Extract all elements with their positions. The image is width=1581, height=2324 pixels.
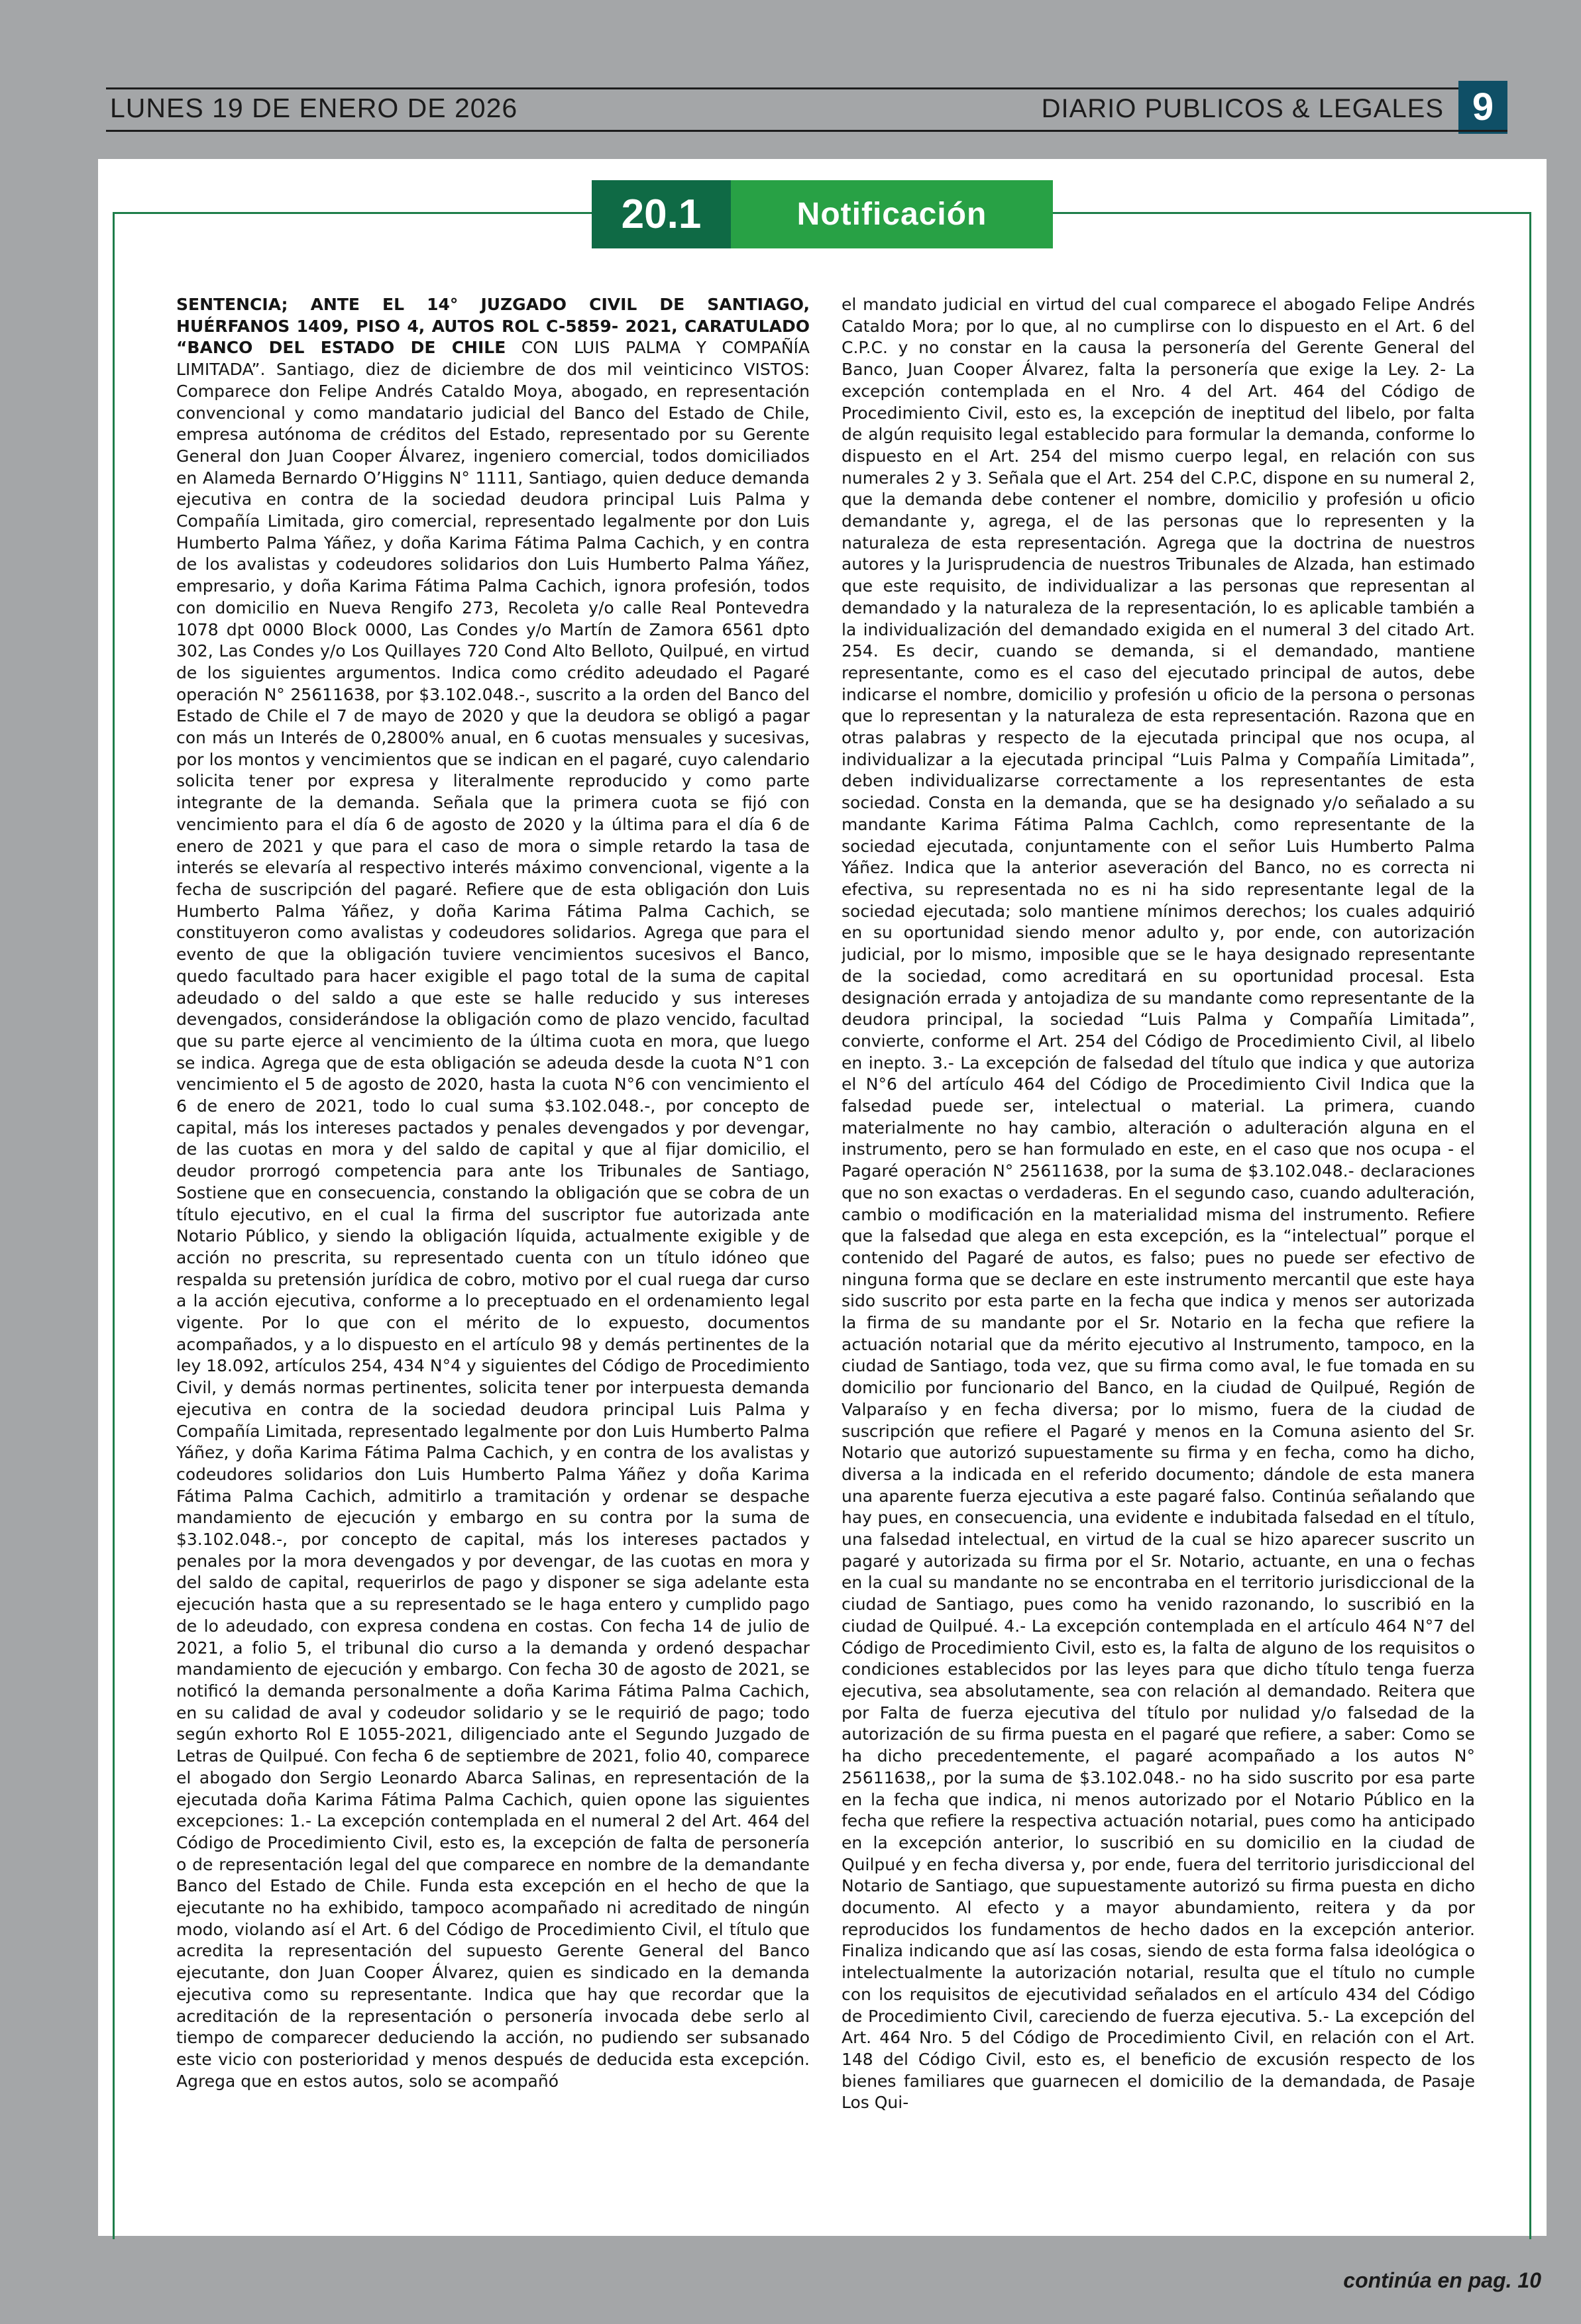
page-number: 9 [1458, 81, 1507, 134]
article-heading: SENTENCIA; ANTE EL 14° JUZGADO CIVIL DE SANTIAGO, HUÉRFANOS 1409, PISO 4, AUTOS ROL C-5859- 2021, CARATULADO “BANCO DEL ESTADO DE CHILE [176, 295, 810, 358]
section-title: Notificación [731, 180, 1053, 248]
section-number: 20.1 [592, 180, 731, 248]
article-right-text: el mandato judicial en virtud del cual comparece el abogado Felipe Andrés Cataldo Mora; por lo que, al no cumplirse con lo dispuesto en el Art. 6 del C.P.C. y no constar en la causa la personería del Gerente General del Banco, Juan Cooper Álvarez, falta la personería que exige la Ley. 2- La excepción contemplada en el Nro. 4 del Art. 464 del Código de Procedimiento Civil, esto es, la excepción de ineptitud del libelo, por falta de algún requisito legal establecido para formular la demanda, conforme lo dispuesto en el Art. 254 del mismo cuerpo legal, en relación con sus numerales 2 y 3. Señala que el Art. 254 del C.P.C, dispone en su numeral 2, que la demanda debe contener el nombre, domicilio y profesión u oficio demandante y, agrega, el de las personas que lo representen y la naturaleza de esta representación. Agrega que la doctrina de nuestros autores y la Jurisprudencia de nuestros Tribunales de Alzada, han estimado que este requisito, de individualizar a las personas que representan al demandado y la naturaleza de la representación, lo es aplicable también a la individualización del demandado exigida en el numeral 3 del citado Art. 254. Es decir, cuando se demanda, si el demandado, mantiene representante, como es el caso del ejecutado principal de autos, debe indicarse el nombre, domicilio y profesión u oficio de la persona o personas que lo representan y la naturaleza de esta representación. Razona que en otras palabras y respecto de la ejecutada principal que nos ocupa, al individualizar a la ejecutada principal “Luis Palma y Compañía Limitada”, deben individualizarse correctamente a los representantes de esta sociedad. Consta en la demanda, que se ha designado y/o señalado a su mandante Karima Fátima Palma Cachlch, como representante de la sociedad ejecutada, conjuntamente con el señor Luis Humberto Palma Yáñez. Indica que la anterior aseveración del Banco, no es correcta ni efectiva, su representada no es ni ha sido representante legal de la sociedad ejecutada; solo mantiene mínimos derechos; los cuales adquirió en su oportunidad siendo menor adulto y, por ende, con autorización judicial, por lo mismo, imposible que se le haya designado representante de la sociedad, como acreditará en su oportunidad procesal. Esta designación errada y antojadiza de su mandante como representante de la deudora principal, la sociedad “Luis Palma y Compañía Limitada”, convierte, conforme el Art. 254 del Código de Procedimiento Civil, al libelo en inepto. 3.- La excepción de falsedad del título que indica y que autoriza el N°6 del artículo 464 del Código de Procedimiento Civil Indica que la falsedad puede ser, intelectual o material. La primera, cuando materialmente no hay cambio, alteración o adulteración alguna en el instrumento, pero se han formulado en este, en el caso que nos ocupa - el Pagaré operación N° 25611638, por la suma de $3.102.048.- declaraciones que no son exactas o verdaderas. En el segundo caso, cuando adulteración, cambio o modificación en la materialidad misma del instrumento. Refiere que la falsedad que alega en esta excepción, es la “intelectual” porque el contenido del Pagaré de autos, es falso; pues no puede ser efectivo de ninguna forma que se declare en este instrumento mercantil que este haya sido suscrito por esta parte en la fecha que indica y menos ser autorizada la firma de su mandante por el Sr. Notario en la fecha que refiere la actuación notarial que da mérito ejecutivo al Instrumento, tampoco, en la ciudad de Santiago, toda vez, que su firma como aval, le fue tomada en su domicilio por funcionario del Banco, en la ciudad de Quilpué, Región de Valparaíso y en fecha diversa; por lo mismo, fuera de la ciudad de suscripción que refiere el Pagaré y menos en la Comuna asiento del Sr. Notario que autorizó supuestamente su firma y en fecha, como ha dicho, diversa a la indicada en el referido documento; dándole de esta manera una aparente fuerza ejecutiva a este pagaré falso. Continúa señalando que hay pues, en consecuencia, una evidente e indubitada falsedad en el título, una falsedad intelectual, en virtud de la cual se hizo aparecer suscrito un pagaré y autorizada su firma por el Sr. Notario, actuante, en una o fechas en la cual su mandante no se encontraba en el territorio jurisdiccional de la ciudad de Santiago, pues como ha venido razonando, lo suscribió en la ciudad de Quilpué. 4.- La excepción contemplada en el artículo 464 N°7 del Código de Procedimiento Civil, esto es, la falta de alguno de los requisitos o condiciones establecidos por las leyes para que dicho título tenga fuerza ejecutiva, sea absolutamente, sea con relación al demandado. Reitera que por Falta de fuerza ejecutiva del título por nulidad y/o falsedad de la autorización de su firma puesta en el pagaré que refiere, a saber: Como se ha dicho precedentemente, el pagaré acompañado a los autos N° 25611638,, por la suma de $3.102.048.- no ha sido suscrito por esa parte en la fecha que indica, ni menos autorizado por el Notario Público en la fecha que refiere la respectiva actuación notarial, pues como ha anticipado en la excepción anterior, lo suscribió en su domicilio en la ciudad de Quilpué y en fecha diversa y, por ende, fuera del territorio jurisdiccional del Notario de Santiago, que supuestamente autorizó su firma puesta en dicho documento. Al efecto y a mayor abundamiento, reitera y da por reproducidos los fundamentos de hecho dados en la excepción anterior. Finaliza indicando que así las cosas, siendo de esta forma falsa ideológica o intelectualmente la autorización notarial, resulta que el título no cumple con los requisitos de ejecutividad señalados en el artículo 434 del Código de Procedimiento Civil, careciendo de fuerza ejecutiva. 5.- La excepción del Art. 464 Nro. 5 del Código de Procedimiento Civil, en relación con el Art. 148 del Código Civil, esto es, el beneficio de excusión respecto de los bienes familiares que guarnecen el domicilio de la demandada, de Pasaje Los Qui- [842, 295, 1475, 2113]
header-rule-top [106, 87, 1507, 89]
article-column-left [176, 294, 810, 2214]
continues-note: continúa en pag. 10 [1343, 2268, 1541, 2292]
article-heading-cont: CON LUIS PALMA Y COMPAÑÍA LIMITADA”. [176, 338, 810, 380]
publication-date: LUNES 19 DE ENERO DE 2026 [110, 93, 518, 123]
header-rule-bottom [106, 130, 1507, 132]
article-left-text: Santiago, diez de diciembre de dos mil veinticinco VISTOS: Comparece don Felipe Andrés Cataldo Moya, abogado, en representación convencional y como mandatario judicial del Banco del Estado de Chile, empresa autónoma de créditos del Estado, representado por su Gerente General don Juan Cooper Álvarez, ingeniero comercial, todos domiciliados en Alameda Bernardo O’Higgins N° 1111, Santiago, quien deduce demanda ejecutiva en contra de la sociedad deudora principal Luis Palma y Compañía Limitada, giro comercial, representado legalmente por don Luis Humberto Palma Yáñez, y doña Karima Fátima Palma Cachich, y en contra de los avalistas y codeudores solidarios don Luis Humberto Palma Yáñez, empresario, y doña Karima Fátima Palma Cachich, ignora profesión, todos con domicilio en Nueva Rengifo 273, Recoleta y/o calle Real Pontevedra 1078 dpt 0000 Block 0000, Las Condes y/o Martín de Zamora 6561 dpto 302, Las Condes y/o Los Quillayes 720 Cond Alto Belloto, Quilpué, en virtud de los siguientes argumentos. Indica como crédito adeudado el Pagaré operación N° 25611638, por $3.102.048.-, suscrito a la orden del Banco del Estado de Chile el 7 de mayo de 2020 y que la deudora se obligó a pagar con más un Interés de 0,2800% anual, en 6 cuotas mensuales y sucesivas, por los montos y vencimientos que se indican en el pagaré, cuyo calendario solicita tener por expresa y literalmente reproducido y como parte integrante de la demanda. Señala que la primera cuota se fijó con vencimiento para el día 6 de agosto de 2020 y la última para el día 6 de enero de 2021 y que para el caso de mora o simple retardo la tasa de interés se elevaría al respectivo interés máximo convencional, vigente a la fecha de suscripción del pagaré. Refiere que de esta obligación don Luis Humberto Palma Yáñez, y doña Karima Fátima Palma Cachich, se constituyeron como avalistas y codeudores solidarios. Agrega que para el evento de que la obligación tuviere vencimientos sucesivos el Banco, quedo facultado para hacer exigible el pago total de la suma de capital adeudado o del saldo a que este se halle reducido y sus intereses devengados, considerándose la obligación como de plazo vencido, facultad que su parte ejerce al vencimiento de la última cuota en mora, que luego se indica. Agrega que de esta obligación se adeuda desde la cuota N°1 con vencimiento el 5 de agosto de 2020, hasta la cuota N°6 con vencimiento el 6 de enero de 2021, todo lo cual suma $3.102.048.-, por concepto de capital, más los intereses pactados y penales devengados y por devengar, de las cuotas en mora y del saldo de capital y que al fijar domicilio, el deudor prorrogó competencia para ante los Tribunales de Santiago, Sostiene que en consecuencia, constando la obligación que se cobra de un título ejecutivo, en el cual la firma del suscriptor fue autorizada ante Notario Público, y siendo la obligación líquida, actualmente exigible y de acción no prescrita, su representado cuenta con un título idóneo que respalda su pretensión jurídica de cobro, motivo por el cual ruega dar curso a la acción ejecutiva, conforme a lo preceptuado en el ordenamiento legal vigente. Por lo que con el mérito de lo expuesto, documentos acompañados, y a lo dispuesto en el artículo 98 y demás pertinentes de la ley 18.092, artículos 254, 434 N°4 y siguientes del Código de Procedimiento Civil, y demás normas pertinentes, solicita tener por interpuesta demanda ejecutiva en contra de la sociedad deudora principal Luis Palma y Compañía Limitada, representado legalmente por don Luis Humberto Palma Yáñez, y doña Karima Fátima Palma Cachich, y en contra de los avalistas y codeudores solidarios don Luis Humberto Palma Yáñez y doña Karima Fátima Palma Cachich, admitirlo a tramitación y ordenar se despache mandamiento de ejecución y embargo en su contra por la suma de $3.102.048.-, por concepto de capital, más los intereses pactados y penales por la mora devengados y por devengar, de las cuotas en mora y del saldo de capital, requerirlos de pago y disponer se siga adelante esta ejecución hasta que a su representado se le haga entero y cumplido pago de lo adeudado, con expresa condena en costas. Con fecha 14 de julio de 2021, a folio 5, el tribunal dio curso a la demanda y ordenó despachar mandamiento de ejecución y embargo. Con fecha 30 de agosto de 2021, se notificó la demanda personalmente a doña Karima Fátima Palma Cachich, en su calidad de aval y codeudor solidario y se le requirió de pago; todo según exhorto Rol E 1055-2021, diligenciado ante el Segundo Juzgado de Letras de Quilpué. Con fecha 6 de septiembre de 2021, folio 40, comparece el abogado don Sergio Leonardo Abarca Salinas, en representación de la ejecutada doña Karima Fátima Palma Cachich, quien opone las siguientes excepciones: 1.- La excepción contemplada en el numeral 2 del Art. 464 del Código de Procedimiento Civil, esto es, la excepción de falta de personería o de representación legal del que comparece en nombre de la demandante Banco del Estado de Chile. Funda esta excepción en el hecho de que la ejecutante no ha exhibido, tampoco acompañado ni acreditado de ningún modo, violando así el Art. 6 del Código de Procedimiento Civil, el título que acredita la representación del supuesto Gerente General del Banco ejecutante, don Juan Cooper Álvarez, quien es sindicado en la demanda ejecutiva como su representante. Indica que hay que recordar que la acreditación de la representación o personería invocada debe serlo al tiempo de comparecer deduciendo la acción, no pudiendo ser subsanado este vicio con posterioridad y menos después de deducida esta excepción. Agrega que en estos autos, solo se acompañó [176, 360, 810, 2091]
article-column-right [842, 294, 1475, 2214]
publication-name: DIARIO PUBLICOS & LEGALES [1041, 94, 1444, 123]
article-left-paragraph [176, 294, 810, 2092]
page-header [106, 78, 1507, 134]
